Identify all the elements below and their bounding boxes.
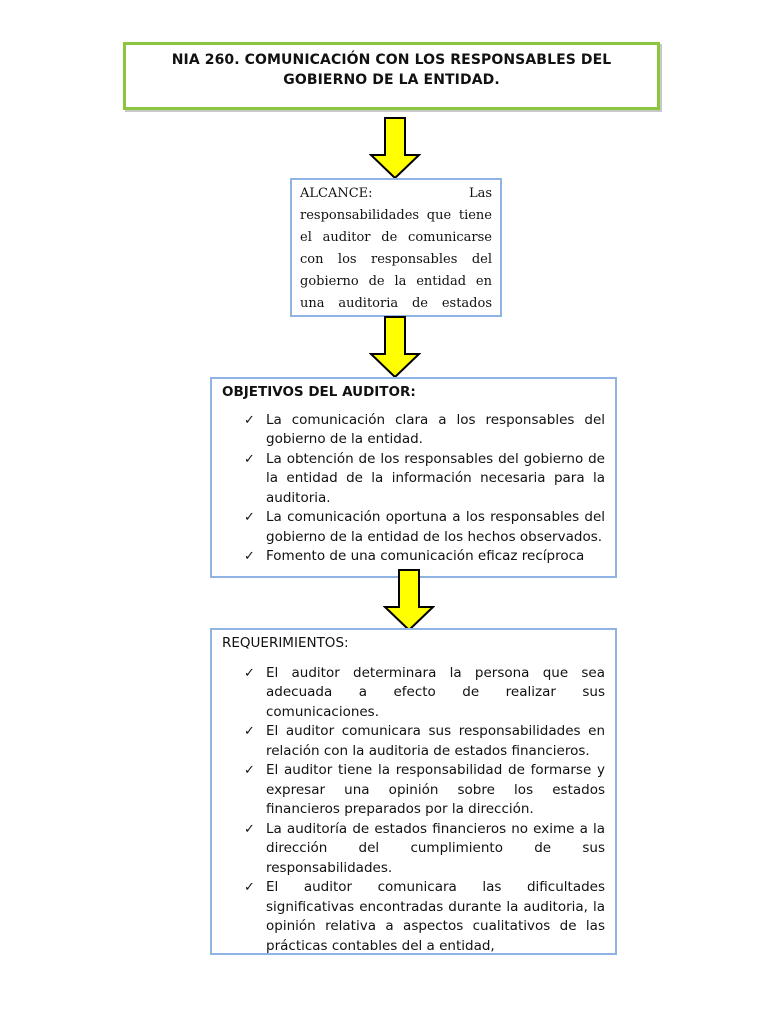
objectives-list <box>222 411 605 567</box>
list-item <box>244 722 605 761</box>
scope-box <box>290 178 502 317</box>
list-item <box>244 878 605 955</box>
objectives-heading: OBJETIVOS DEL AUDITOR: <box>222 384 416 400</box>
scope-line: responsabilidades que tiene <box>300 208 492 223</box>
checkmark-icon: ✓ <box>244 549 255 564</box>
scope-line: una auditoria de estados <box>300 296 492 311</box>
list-item-text: La comunicación clara a los responsables del gobierno de la entidad. <box>266 411 605 447</box>
scope-first-line <box>300 183 492 205</box>
down-arrow-1-icon <box>369 117 421 179</box>
checkmark-icon: ✓ <box>244 451 255 467</box>
list-item <box>244 547 605 567</box>
list-item-text: El auditor comunicara las dificultades significativas encontradas durante la auditoria, la opinión relativa a aspectos cualitativos de las prácticas contables del a entidad, <box>266 879 605 954</box>
scope-line: con los responsables del <box>300 252 492 267</box>
title-box <box>123 42 660 110</box>
checkmark-icon: ✓ <box>244 724 255 739</box>
list-item-text: El auditor tiene la responsabilidad de formarse y expresar una opinión sobre los estados financieros preparados por la dirección. <box>266 762 605 817</box>
list-item <box>244 508 605 547</box>
checkmark-icon: ✓ <box>244 763 255 778</box>
list-item <box>244 450 605 509</box>
list-item <box>244 761 605 820</box>
list-item <box>244 664 605 723</box>
down-arrow-3-icon <box>383 569 435 631</box>
list-item-text: El auditor comunicara sus responsabilidades en relación con la auditoria de estados financieros. <box>266 723 605 759</box>
title-line-2: GOBIERNO DE LA ENTIDAD. <box>283 72 500 88</box>
objectives-box <box>210 377 617 578</box>
title-line-1: NIA 260. COMUNICACIÓN CON LOS RESPONSABLES DEL <box>171 52 612 68</box>
list-item-text: Fomento de una comunicación eficaz recíproca <box>266 548 585 564</box>
requirements-list <box>222 664 605 956</box>
scope-label: ALCANCE: <box>300 186 373 201</box>
down-arrow-2-icon <box>369 316 421 378</box>
scope-line: gobierno de la entidad en <box>300 274 492 289</box>
list-item-text: La auditoría de estados financieros no exime a la dirección del cumplimiento de sus responsabilidades. <box>266 820 605 876</box>
checkmark-icon: ✓ <box>244 412 255 428</box>
list-item <box>244 820 605 879</box>
list-item <box>244 411 605 450</box>
checkmark-icon: ✓ <box>244 880 255 895</box>
checkmark-icon: ✓ <box>244 821 255 837</box>
requirements-heading: REQUERIMIENTOS: <box>222 635 349 651</box>
scope-first-word: Las <box>468 186 492 201</box>
checkmark-icon: ✓ <box>244 665 255 681</box>
requirements-box <box>210 628 617 955</box>
scope-line: el auditor de comunicarse <box>300 230 492 245</box>
list-item-text: La obtención de los responsables del gobierno de la entidad de la información necesaria para la auditoria. <box>266 450 605 506</box>
list-item-text: El auditor determinara la persona que sea adecuada a efecto de realizar sus comunicaciones. <box>266 664 605 720</box>
checkmark-icon: ✓ <box>244 510 255 525</box>
list-item-text: La comunicación oportuna a los responsables del gobierno de la entidad de los hechos observados. <box>266 509 605 545</box>
